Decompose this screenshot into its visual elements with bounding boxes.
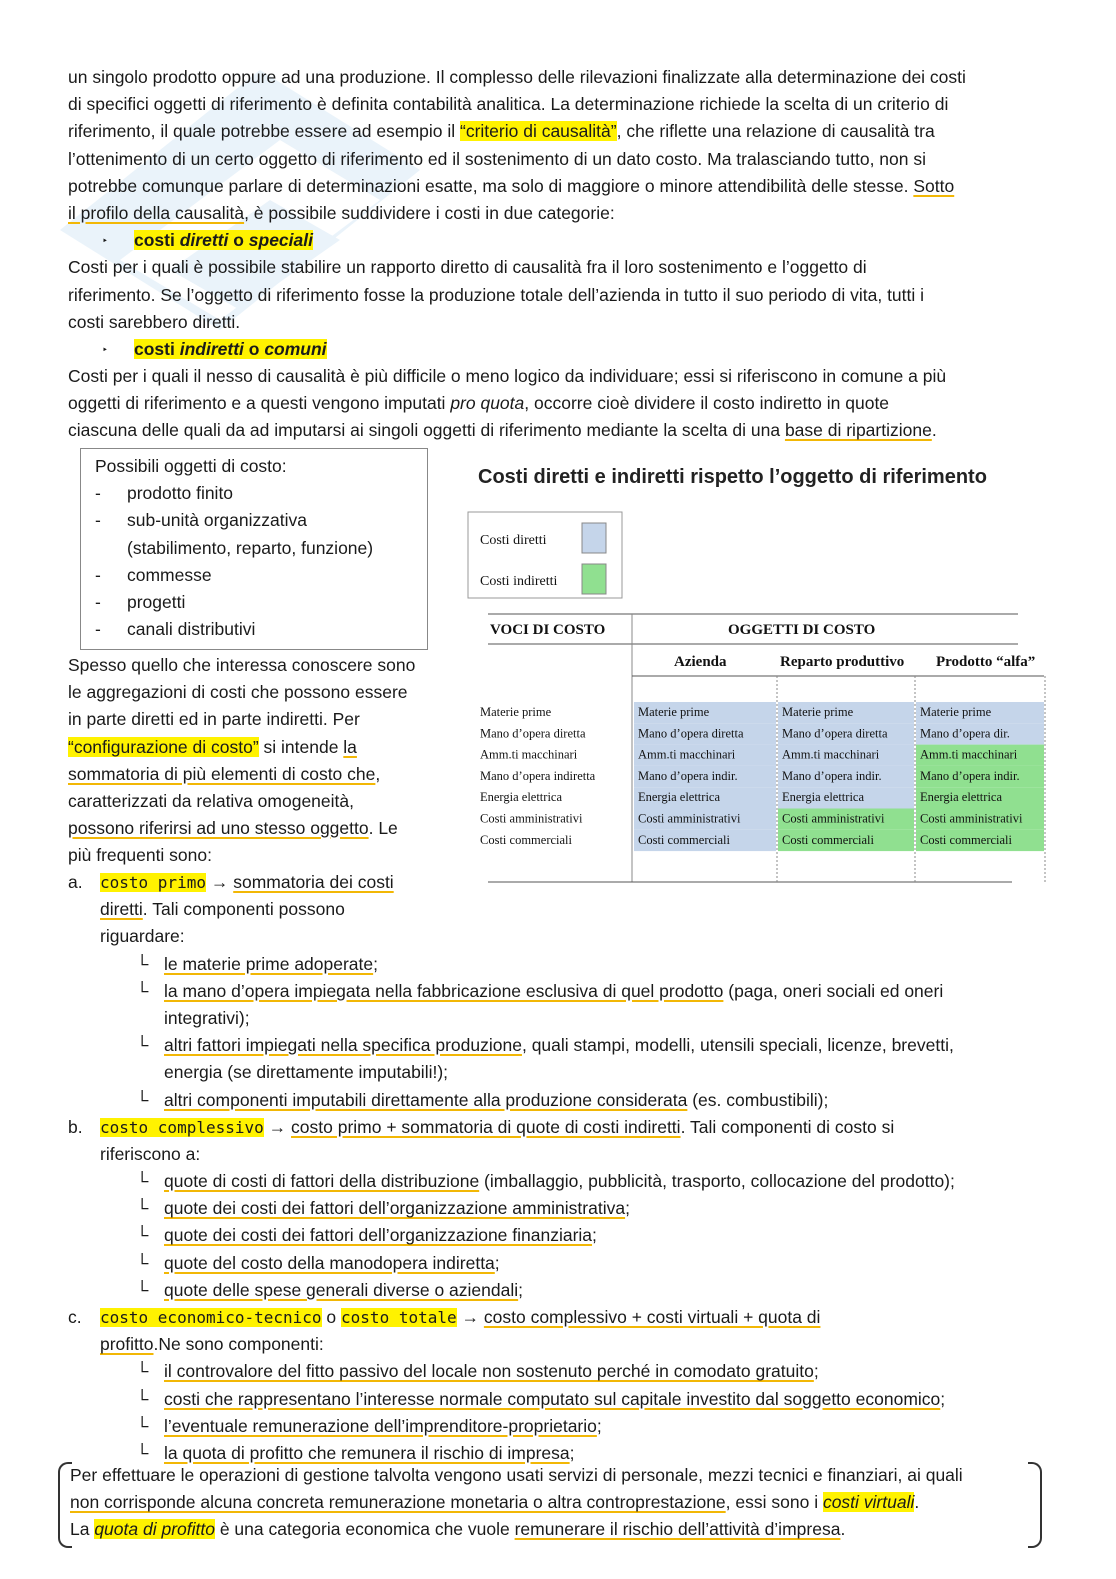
cell-label: Materie prime bbox=[638, 705, 710, 719]
row-label: Amm.ti macchinari bbox=[480, 747, 578, 762]
corner-bullet-icon: └ bbox=[136, 1361, 149, 1382]
corner-bullet-icon: └ bbox=[136, 1171, 149, 1192]
corner-bullet-icon: └ bbox=[136, 1089, 149, 1110]
legend-swatch bbox=[582, 523, 606, 553]
c-sub-item: └ la quota di profitto che remunera il rischio di impresa; bbox=[136, 1440, 1048, 1467]
cell-label: Energia elettrica bbox=[782, 790, 865, 805]
b-sub-item: └ quote dei costi dei fattori dell’organizzazione amministrativa; bbox=[136, 1195, 1048, 1222]
c-sub-item: └ costi che rappresentano l’interesse normale computato sul capitale investito dal soggetto economico; bbox=[136, 1386, 1048, 1413]
chart-title: Costi diretti e indiretti rispetto l’oggetto di riferimento bbox=[478, 466, 987, 488]
row-label: Materie prime bbox=[480, 705, 552, 719]
bullet-costi-diretti: ‣ costi diretti o speciali bbox=[102, 230, 313, 251]
cell-label: Costi amministrativi bbox=[920, 811, 1023, 826]
a-sub-item: integrativi); bbox=[164, 1007, 250, 1028]
intro-paragraph: un singolo prodotto oppure ad una produzione. Il complesso delle rilevazioni finalizzate alla determinazione dei costi di specifici oggetti di riferimento è definita contabilità analitica. La determinazione richiede la scelta di un criterio di riferimento, il quale potrebbe essere ad esempio il “criterio di causalità”, che riflette una relazione di causalità tra l’ottenimento di un certo oggetto di riferimento ed il sostenimento di un dato costo. Ma tralasciando tutto, non si potrebbe comunque parlare di determinazioni esatte, ma solo di maggiore o minore attendibilità delle stesse. Sotto il profilo della causalità, è possibile suddividere i costi in due categorie: ‣ costi diretti o speciali Costi per i quali è possibile stabilire un rapporto diretto di causalità fra il loro sostenimento e l’oggetto di riferimento. Se l’oggetto di riferimento fosse la produzione totale dell’azienda in tutto il suo periodo di vita, tutti i costi sarebbero diretti. ‣ costi indiretti o comuni Costi per i quali il nesso di causalità è più difficile o meno logico da individuare; essi si riferiscono in comune a più oggetti di riferimento e a questi vengono imputati pro quota, occorre cioè dividere il costo indiretto in quote ciascuna delle quali da ad imputarsi ai singoli oggetti di riferimento mediante la scelta di una base di ripartizione. bbox=[68, 64, 1048, 445]
c-sub-item: └ il controvalore del fitto passivo del locale non sostenuto perché in comodato gratuito; bbox=[136, 1358, 1048, 1385]
a-sub-item: └ altri componenti imputabili direttamente alla produzione considerata (es. combustibili); bbox=[136, 1087, 1048, 1114]
cell-label: Mano d’opera indir. bbox=[782, 768, 882, 783]
cell-label: Costi amministrativi bbox=[782, 811, 885, 826]
corner-bullet-icon: └ bbox=[136, 1225, 149, 1246]
cell-label: Costi commerciali bbox=[638, 832, 730, 847]
legend-label: Costi indiretti bbox=[480, 574, 558, 589]
corner-bullet-icon: └ bbox=[136, 1035, 149, 1056]
cell-label: Mano d’opera diretta bbox=[638, 726, 744, 741]
config-paragraph: Spesso quello che interessa conoscere sono le aggregazioni di costi che possono essere in parte diretti ed in parte indiretti. Per “configurazione di costo” si intende la sommatoria di più elementi di costo che, caratterizzati da relativa omogeneità, possono riferirsi ad uno stesso oggetto. Le più frequenti sono: bbox=[68, 655, 416, 866]
cell-label: Amm.ti macchinari bbox=[920, 747, 1018, 762]
corner-bullet-icon: └ bbox=[136, 980, 149, 1001]
cell-label: Costi commerciali bbox=[920, 832, 1012, 847]
c-sub-item: └ l’eventuale remunerazione dell’imprenditore-proprietario; bbox=[136, 1413, 1048, 1440]
column-header: Prodotto “alfa” bbox=[936, 654, 1036, 670]
cell-label: Energia elettrica bbox=[920, 790, 1003, 805]
note-paragraph: Per effettuare le operazioni di gestione talvolta vengono usati servizi di personale, mezzi tecnici e finanziari, ai quali non corrisponde alcuna concreta remunerazione monetaria o altra controprestazione, essi sono i costi virtuali. La quota di profitto è una categoria economica che vuole remunerare il rischio dell’attività d’impresa. bbox=[70, 1465, 963, 1540]
cell-label: Materie prime bbox=[920, 705, 992, 719]
a-sub-item: └ la mano d’opera impiegata nella fabbricazione esclusiva di quel prodotto (paga, oneri sociali ed oneri bbox=[136, 978, 1048, 1005]
cell-label: Mano d’opera diretta bbox=[782, 726, 888, 741]
note-bracket-right bbox=[1028, 1462, 1042, 1548]
legend-swatch bbox=[582, 564, 606, 594]
cell-label: Mano d’opera dir. bbox=[920, 726, 1010, 741]
corner-bullet-icon: └ bbox=[136, 1252, 149, 1273]
corner-bullet-icon: └ bbox=[136, 953, 149, 974]
b-sub-item: └ quote delle spese generali diverse o aziendali; bbox=[136, 1277, 1048, 1304]
cell-label: Mano d’opera indir. bbox=[920, 768, 1020, 783]
item-b: b. costo complessivo → costo primo + sommatoria di quote di costi indiretti. Tali componenti di costo si bbox=[68, 1116, 895, 1137]
corner-bullet-icon: └ bbox=[136, 1198, 149, 1219]
corner-bullet-icon: └ bbox=[136, 1388, 149, 1409]
a-sub-item: energia (se direttamente imputabili!); bbox=[164, 1062, 449, 1083]
cost-objects-box: Possibili oggetti di costo: - prodotto finito - sub-unità organizzativa (stabilimento, reparto, funzione) - commesse - progetti - canali distributivi bbox=[80, 448, 428, 650]
highlight-criterio: “criterio di causalità” bbox=[460, 121, 617, 142]
corner-bullet-icon: └ bbox=[136, 1279, 149, 1300]
b-sub-item: └ quote di costi di fattori della distribuzione (imballaggio, pubblicità, trasporto, collocazione del prodotto); bbox=[136, 1168, 1048, 1195]
column-header: Reparto produttivo bbox=[780, 654, 905, 670]
corner-bullet-icon: └ bbox=[136, 1442, 149, 1463]
cell-label: Costi commerciali bbox=[782, 832, 874, 847]
header-oggetti: OGGETTI DI COSTO bbox=[728, 622, 876, 638]
item-c: c. costo economico-tecnico o costo totale → costo complessivo + costi virtuali + quota di bbox=[68, 1307, 821, 1327]
legend-label: Costi diretti bbox=[480, 533, 547, 548]
row-label: Mano d’opera diretta bbox=[480, 726, 586, 741]
bullet-costi-indiretti: ‣ costi indiretti o comuni bbox=[102, 338, 327, 359]
cell-label: Mano d’opera indir. bbox=[638, 768, 738, 783]
row-label: Energia elettrica bbox=[480, 790, 563, 805]
row-label: Costi amministrativi bbox=[480, 811, 583, 826]
cell-label: Costi amministrativi bbox=[638, 811, 741, 826]
cell-label: Amm.ti macchinari bbox=[782, 747, 880, 762]
item-a: a. costo primo → sommatoria dei costi bbox=[68, 872, 394, 892]
column-header: Azienda bbox=[674, 654, 727, 670]
a-sub-item: └ le materie prime adoperate; bbox=[136, 951, 1048, 978]
b-sub-item: └ quote dei costi dei fattori dell’organizzazione finanziaria; bbox=[136, 1222, 1048, 1249]
header-voci: VOCI DI COSTO bbox=[490, 622, 606, 638]
cell-label: Amm.ti macchinari bbox=[638, 747, 736, 762]
row-label: Mano d’opera indiretta bbox=[480, 768, 596, 783]
a-sub-item: └ altri fattori impiegati nella specifica produzione, quali stampi, modelli, utensili speciali, licenze, brevetti, bbox=[136, 1032, 1048, 1059]
cell-label: Energia elettrica bbox=[638, 790, 721, 805]
configurations-list: a. costo primo → sommatoria dei costi diretti. Tali componenti possono riguardare: └ le materie prime adoperate; └ la mano d’opera impiegata nella fabbricazione esclusiva di quel prodotto (paga, oneri sociali ed oneri integrativi); └ altri fattori impiegati nella specifica produzione, quali stampi, modelli, utensili speciali, licenze, brevetti, energia (se direttamente imputabili!); └ altri componenti imputabili direttamente alla produzione considerata (es. combustibili); b. costo complessivo → costo primo + sommatoria di quote di costi indiretti. Tali componenti di costo si riferiscono a: └ quote di costi di fattori della distribuzione (imballaggio, pubblicità, trasporto, collocazione del prodotto); └ quote dei costi dei fattori dell’organizzazione amministrativa; └ quote dei costi dei fattori dell’organizzazione finanziaria; └ quote del costo della manodopera indiretta; └ quote delle spese generali diverse o aziendali; c. costo economico-tecnico o costo totale → costo complessivo + costi virtuali + quota di profitto.Ne sono componenti: └ il controvalore del fitto passivo del locale non sostenuto perché in comodato gratuito; └ costi che rappresentano l’interesse normale computato sul capitale investito dal soggetto economico; └ l’eventuale remunerazione dell’imprenditore-proprietario; └ la quota di profitto che remunera il rischio di impresa; bbox=[68, 869, 1048, 1467]
cost-table-figure bbox=[462, 456, 1062, 896]
corner-bullet-icon: └ bbox=[136, 1415, 149, 1436]
row-label: Costi commerciali bbox=[480, 832, 572, 847]
cell-label: Materie prime bbox=[782, 705, 854, 719]
b-sub-item: └ quote del costo della manodopera indiretta; bbox=[136, 1250, 1048, 1277]
